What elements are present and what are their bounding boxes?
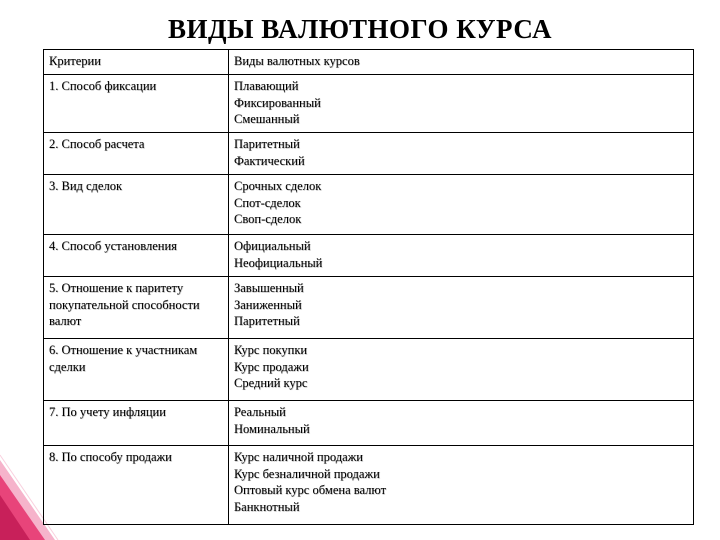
table-row — [44, 446, 694, 525]
row-types — [229, 235, 694, 277]
type-value: Паритетный — [234, 314, 300, 328]
slide-title: ВИДЫ ВАЛЮТНОГО КУРСА — [167, 14, 553, 44]
exchange-rate-table — [43, 49, 694, 525]
type-value: Своп-сделок — [234, 212, 302, 226]
table-row — [44, 339, 694, 401]
row-types — [229, 401, 694, 446]
header-types: Виды валютных курсов — [229, 50, 694, 75]
row-criterion: 7. По учету инфляции — [44, 401, 229, 446]
type-value: Фактический — [234, 153, 305, 168]
type-value: Срочных сделок — [234, 179, 322, 193]
table-row — [44, 133, 694, 175]
row-types — [229, 175, 694, 235]
row-criterion: 3. Вид сделок — [44, 175, 229, 235]
row-criterion: 6. Отношение к участникам сделки — [44, 339, 229, 401]
type-value: Неофициальный — [234, 255, 323, 270]
type-value: Номинальный — [234, 421, 310, 436]
row-criterion: 2. Способ расчета — [44, 133, 229, 175]
type-value: Заниженный — [234, 297, 302, 312]
type-value: Официальный — [234, 239, 311, 253]
table-row — [44, 235, 694, 277]
type-value: Оптовый курс обмена валют — [234, 483, 387, 497]
type-value: Фиксированный — [234, 95, 321, 110]
type-value: Завышенный — [234, 281, 304, 295]
type-value: Курс продажи — [234, 359, 309, 374]
row-criterion: 1. Способ фиксации — [44, 75, 229, 133]
row-criterion: 4. Способ установления — [44, 235, 229, 277]
row-types — [229, 75, 694, 133]
type-value: Средний курс — [234, 376, 308, 390]
type-value: Паритетный — [234, 137, 300, 151]
table-row — [44, 175, 694, 235]
type-value: Курс наличной продажи — [234, 450, 363, 464]
type-value: Реальный — [234, 405, 286, 419]
row-types — [229, 277, 694, 339]
type-value: Курс покупки — [234, 343, 308, 357]
type-value: Плавающий — [234, 79, 299, 93]
type-value: Банкнотный — [234, 499, 300, 514]
row-types — [229, 339, 694, 401]
header-criteria: Критерии — [44, 50, 229, 75]
table-row — [44, 401, 694, 446]
row-types — [229, 133, 694, 175]
table-row — [44, 75, 694, 133]
type-value: Курс безналичной продажи — [234, 466, 380, 481]
type-value: Смешанный — [234, 112, 300, 126]
table-row — [44, 277, 694, 339]
row-criterion: 8. По способу продажи — [44, 446, 229, 525]
row-types — [229, 446, 694, 525]
table-header-row — [44, 50, 694, 75]
row-criterion: 5. Отношение к паритету покупательной способности валют — [44, 277, 229, 339]
type-value: Спот-сделок — [234, 195, 301, 210]
